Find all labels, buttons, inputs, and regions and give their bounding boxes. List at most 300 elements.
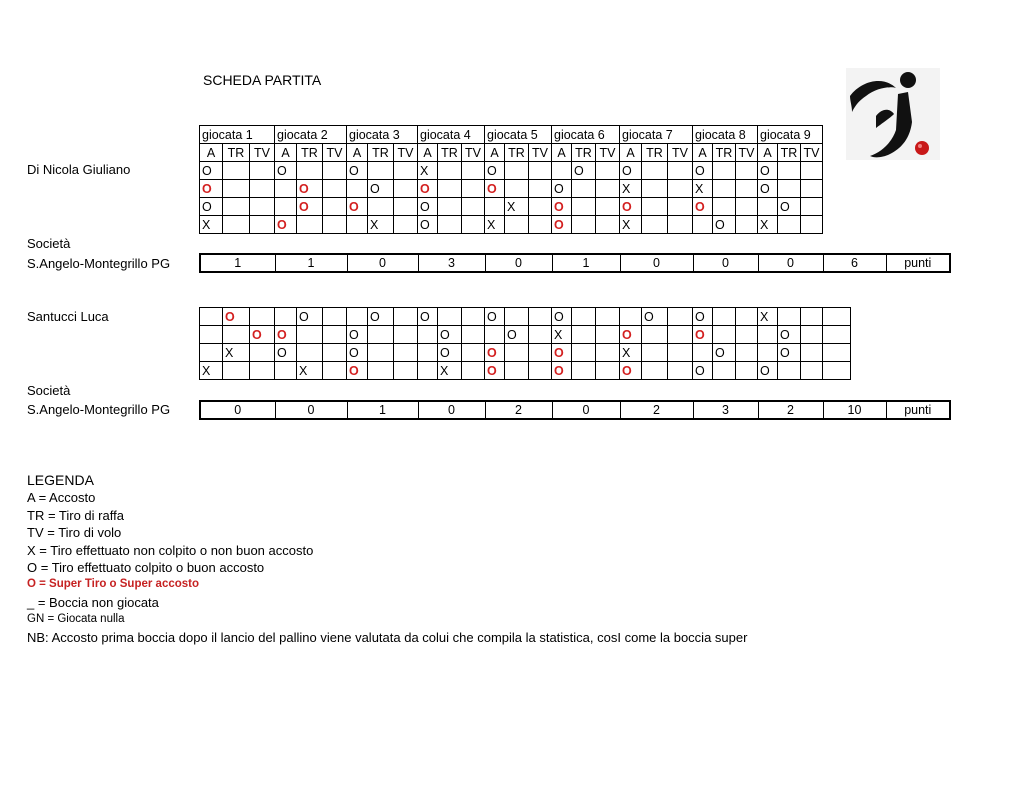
shot-cell (223, 362, 250, 380)
shot-cell (323, 362, 347, 380)
shot-type-header: TV (801, 144, 823, 162)
shot-cell (736, 180, 758, 198)
legend-x: X = Tiro effettuato non colpito o non buon accosto (27, 542, 314, 558)
shot-cell (596, 362, 620, 380)
shot-type-header: TV (462, 144, 485, 162)
shot-cell (713, 162, 736, 180)
shot-cell (801, 308, 823, 326)
shot-cell (462, 362, 485, 380)
shot-cell: X (223, 344, 250, 362)
shot-cell (778, 216, 801, 234)
giocata-points: 1 (275, 254, 347, 272)
shot-type-header: A (620, 144, 642, 162)
shot-cell (642, 344, 668, 362)
shot-cell: O (368, 180, 394, 198)
shot-cell (642, 216, 668, 234)
player-1-name: Di Nicola Giuliano (27, 162, 131, 177)
shot-cell (368, 162, 394, 180)
shot-type-header: A (758, 144, 778, 162)
shot-cell (529, 326, 552, 344)
shot-cell (529, 162, 552, 180)
legend-tv: TV = Tiro di volo (27, 525, 122, 541)
shot-cell: X (418, 162, 438, 180)
shot-type-header: TR (572, 144, 596, 162)
shot-cell (642, 162, 668, 180)
shot-cell (736, 216, 758, 234)
shot-cell: X (200, 362, 223, 380)
giocata-points: 1 (200, 254, 275, 272)
shot-cell (620, 308, 642, 326)
shot-type-header: A (485, 144, 505, 162)
shot-cell: X (620, 180, 642, 198)
shot-cell (223, 216, 250, 234)
shot-cell: X (200, 216, 223, 234)
player-1-societa-label: Società (27, 236, 71, 251)
legend-blank: _ = Boccia non giocata (27, 594, 159, 610)
shot-cell (505, 162, 529, 180)
shot-cell: O (758, 362, 778, 380)
shot-cell (323, 198, 347, 216)
shot-cell (275, 180, 297, 198)
giocata-header: giocata 2 (275, 126, 347, 144)
player-1-societa: S.Angelo-Montegrillo PG (27, 256, 171, 271)
legend-tr: TR = Tiro di raffa (27, 507, 124, 523)
shot-cell: O (200, 198, 223, 216)
shot-cell: O (297, 308, 323, 326)
shot-type-header: TV (596, 144, 620, 162)
giocata-header: giocata 9 (758, 126, 823, 144)
legend-nb: NB: Accosto prima boccia dopo il lancio del pallino viene valutata da colui che compila la statistica, cosI come la boccia super (27, 629, 748, 645)
shot-cell (368, 362, 394, 380)
legend-a: A = Accosto (27, 490, 96, 506)
giocata-points: 0 (758, 254, 823, 272)
shot-cell: O (778, 344, 801, 362)
shot-cell (418, 344, 438, 362)
shot-cell (713, 326, 736, 344)
shot-cell (642, 180, 668, 198)
shot-cell: O (347, 344, 368, 362)
shot-cell (572, 180, 596, 198)
shot-cell (505, 362, 529, 380)
shot-cell (505, 180, 529, 198)
shot-cell (438, 198, 462, 216)
shot-cell (713, 308, 736, 326)
shot-cell (758, 198, 778, 216)
shot-cell: O (758, 180, 778, 198)
shot-cell: O (693, 362, 713, 380)
giocata-points: 2 (620, 401, 693, 419)
player-1-points-row (199, 253, 951, 273)
shot-cell (778, 162, 801, 180)
giocata-header: giocata 8 (693, 126, 758, 144)
shot-cell (394, 198, 418, 216)
shot-cell (713, 180, 736, 198)
shot-cell: O (418, 216, 438, 234)
shot-type-header: TV (323, 144, 347, 162)
shot-cell (323, 344, 347, 362)
shot-cell (200, 344, 223, 362)
shot-cell (529, 308, 552, 326)
shot-cell: O (642, 308, 668, 326)
shot-cell (642, 362, 668, 380)
shot-cell (462, 326, 485, 344)
shot-cell: O (347, 162, 368, 180)
shot-cell-extra (823, 362, 851, 380)
shot-cell: O (485, 162, 505, 180)
shot-cell (736, 308, 758, 326)
shot-cell (505, 344, 529, 362)
shot-cell (505, 308, 529, 326)
shot-cell (200, 308, 223, 326)
shot-cell: O (485, 362, 505, 380)
shot-cell (223, 162, 250, 180)
shot-cell (347, 180, 368, 198)
shot-cell: O (620, 362, 642, 380)
shot-type-header: A (200, 144, 223, 162)
shot-cell (323, 180, 347, 198)
shot-cell: O (693, 198, 713, 216)
shot-cell: X (758, 216, 778, 234)
shot-cell: X (693, 180, 713, 198)
shot-cell (223, 198, 250, 216)
shot-cell (668, 344, 693, 362)
shot-cell (596, 308, 620, 326)
page-title: SCHEDA PARTITA (203, 72, 322, 88)
shot-cell: O (552, 180, 572, 198)
shot-cell (250, 162, 275, 180)
giocata-points: 3 (693, 401, 758, 419)
shot-cell (668, 326, 693, 344)
shot-cell (275, 362, 297, 380)
shot-cell: O (713, 344, 736, 362)
shot-cell (572, 216, 596, 234)
shot-cell (758, 344, 778, 362)
shot-type-header: A (693, 144, 713, 162)
shot-cell: O (693, 308, 713, 326)
shot-cell (394, 308, 418, 326)
giocata-points: 0 (552, 401, 620, 419)
shot-cell (462, 344, 485, 362)
shot-cell: O (778, 198, 801, 216)
shot-cell: X (368, 216, 394, 234)
shot-cell: O (297, 198, 323, 216)
shot-cell-extra (823, 308, 851, 326)
shot-cell: O (552, 308, 572, 326)
shot-cell (394, 216, 418, 234)
shot-cell (596, 162, 620, 180)
giocata-points: 0 (200, 401, 275, 419)
shot-cell (596, 198, 620, 216)
shot-cell (250, 180, 275, 198)
giocata-points: 0 (418, 401, 485, 419)
player-2-points-row (199, 400, 951, 420)
shot-type-header: A (552, 144, 572, 162)
shot-cell (275, 198, 297, 216)
shot-type-header: TV (668, 144, 693, 162)
player-2-societa-label: Società (27, 383, 71, 398)
shot-type-header: TR (438, 144, 462, 162)
shot-cell (572, 308, 596, 326)
shot-cell: O (347, 198, 368, 216)
shot-cell (485, 326, 505, 344)
shot-cell (713, 362, 736, 380)
total-points: 10 (823, 401, 886, 419)
shot-cell (693, 344, 713, 362)
shot-cell (418, 326, 438, 344)
shot-cell (418, 362, 438, 380)
shot-cell (347, 216, 368, 234)
shot-cell: O (552, 198, 572, 216)
giocata-points: 0 (620, 254, 693, 272)
giocata-header: giocata 1 (200, 126, 275, 144)
shot-cell (668, 362, 693, 380)
shot-type-header: TV (736, 144, 758, 162)
giocata-header: giocata 6 (552, 126, 620, 144)
shot-cell: X (505, 198, 529, 216)
giocata-points: 1 (552, 254, 620, 272)
shot-cell (529, 180, 552, 198)
shot-cell (250, 198, 275, 216)
shot-cell: O (620, 162, 642, 180)
shot-cell: O (438, 344, 462, 362)
shot-cell-extra (823, 326, 851, 344)
shot-cell: O (713, 216, 736, 234)
shot-cell (572, 326, 596, 344)
shot-cell: X (485, 216, 505, 234)
shot-cell (778, 362, 801, 380)
shot-cell: O (693, 326, 713, 344)
shot-cell: O (552, 344, 572, 362)
shot-cell: X (620, 216, 642, 234)
shot-cell (438, 216, 462, 234)
giocata-header: giocata 3 (347, 126, 418, 144)
giocata-points: 2 (485, 401, 552, 419)
shot-cell (368, 344, 394, 362)
shot-cell (200, 326, 223, 344)
shot-cell (529, 198, 552, 216)
shot-cell (505, 216, 529, 234)
shot-cell (323, 216, 347, 234)
legend (27, 472, 747, 646)
shot-cell (552, 162, 572, 180)
shot-cell: O (418, 308, 438, 326)
shot-cell: O (693, 162, 713, 180)
shot-cell: O (620, 198, 642, 216)
legend-gn: GN = Giocata nulla (27, 613, 125, 626)
shot-cell (736, 198, 758, 216)
player-2-score-grid (199, 307, 851, 380)
shot-cell (250, 308, 275, 326)
shot-type-header: TV (529, 144, 552, 162)
player-2-societa: S.Angelo-Montegrillo PG (27, 402, 171, 417)
shot-cell (394, 362, 418, 380)
legend-o: O = Tiro effettuato colpito o buon accosto (27, 560, 265, 576)
legend-title: LEGENDA (27, 472, 94, 488)
legend-super: O = Super Tiro o Super accosto (27, 578, 200, 591)
shot-cell: X (620, 344, 642, 362)
giocata-header: giocata 4 (418, 126, 485, 144)
shot-cell (394, 326, 418, 344)
shot-cell: O (552, 216, 572, 234)
shot-cell: O (275, 216, 297, 234)
shot-cell (801, 216, 823, 234)
giocata-header: giocata 7 (620, 126, 693, 144)
shot-cell (693, 216, 713, 234)
shot-cell: O (438, 326, 462, 344)
shot-cell (668, 162, 693, 180)
shot-cell (368, 198, 394, 216)
shot-cell: O (418, 198, 438, 216)
shot-cell (596, 180, 620, 198)
giocata-points: 0 (275, 401, 347, 419)
shot-cell (394, 180, 418, 198)
shot-cell (758, 326, 778, 344)
shot-type-header: TV (394, 144, 418, 162)
shot-cell (713, 198, 736, 216)
giocata-points: 3 (418, 254, 485, 272)
shot-cell (275, 308, 297, 326)
shot-cell: O (572, 162, 596, 180)
shot-cell (462, 308, 485, 326)
shot-type-header: A (418, 144, 438, 162)
player-2-name: Santucci Luca (27, 309, 109, 324)
shot-type-header: TR (368, 144, 394, 162)
shot-cell (596, 344, 620, 362)
shot-type-header: A (275, 144, 297, 162)
shot-cell: O (505, 326, 529, 344)
shot-cell: O (250, 326, 275, 344)
shot-cell (572, 344, 596, 362)
shot-cell (778, 180, 801, 198)
shot-cell (462, 180, 485, 198)
giocata-points: 1 (347, 401, 418, 419)
shot-type-header: TR (642, 144, 668, 162)
giocata-points: 0 (693, 254, 758, 272)
shot-cell (223, 180, 250, 198)
shot-cell (297, 162, 323, 180)
shot-cell (529, 344, 552, 362)
shot-cell (668, 216, 693, 234)
shot-cell (642, 198, 668, 216)
shot-cell (297, 344, 323, 362)
punti-label: punti (886, 254, 950, 272)
shot-type-header: TR (713, 144, 736, 162)
shot-cell: O (200, 180, 223, 198)
shot-cell: O (297, 180, 323, 198)
shot-cell (347, 308, 368, 326)
shot-cell (596, 326, 620, 344)
shot-cell (462, 162, 485, 180)
shot-cell-extra (823, 344, 851, 362)
shot-cell (801, 344, 823, 362)
shot-cell: O (485, 180, 505, 198)
shot-cell (596, 216, 620, 234)
giocata-points: 0 (347, 254, 418, 272)
shot-type-header: A (347, 144, 368, 162)
shot-cell: X (552, 326, 572, 344)
shot-cell (438, 162, 462, 180)
shot-cell (462, 216, 485, 234)
shot-cell: O (347, 362, 368, 380)
shot-cell (250, 362, 275, 380)
shot-cell (736, 344, 758, 362)
shot-cell (323, 326, 347, 344)
shot-cell (801, 326, 823, 344)
shot-cell (736, 362, 758, 380)
punti-label: punti (886, 401, 950, 419)
shot-cell (462, 198, 485, 216)
shot-cell (250, 344, 275, 362)
shot-cell: O (620, 326, 642, 344)
shot-cell (223, 326, 250, 344)
shot-cell: O (552, 362, 572, 380)
shot-cell (642, 326, 668, 344)
giocata-header: giocata 5 (485, 126, 552, 144)
shot-cell: X (297, 362, 323, 380)
shot-cell (529, 216, 552, 234)
shot-cell: O (485, 308, 505, 326)
shot-cell (572, 362, 596, 380)
shot-cell (438, 180, 462, 198)
shot-cell (323, 162, 347, 180)
total-points: 6 (823, 254, 886, 272)
shot-cell (778, 308, 801, 326)
shot-cell (323, 308, 347, 326)
shot-cell (668, 198, 693, 216)
shot-cell (801, 180, 823, 198)
shot-cell: O (275, 344, 297, 362)
shot-cell (394, 344, 418, 362)
shot-cell (394, 162, 418, 180)
shot-type-header: TV (250, 144, 275, 162)
shot-cell (668, 180, 693, 198)
shot-cell (736, 326, 758, 344)
shot-cell (801, 362, 823, 380)
shot-cell: O (275, 162, 297, 180)
shot-type-header: TR (297, 144, 323, 162)
bocce-player-icon (846, 68, 940, 160)
shot-cell: O (758, 162, 778, 180)
player-1-score-grid (199, 125, 851, 234)
shot-cell (485, 198, 505, 216)
shot-cell (529, 362, 552, 380)
shot-cell (668, 308, 693, 326)
giocata-points: 2 (758, 401, 823, 419)
shot-cell (736, 162, 758, 180)
shot-cell: O (485, 344, 505, 362)
shot-cell: O (778, 326, 801, 344)
shot-type-header: TR (223, 144, 250, 162)
shot-cell: O (368, 308, 394, 326)
shot-type-header: TR (778, 144, 801, 162)
shot-type-header: TR (505, 144, 529, 162)
shot-cell (572, 198, 596, 216)
shot-cell (297, 216, 323, 234)
bocce-logo (846, 68, 940, 160)
shot-cell: O (347, 326, 368, 344)
shot-cell (250, 216, 275, 234)
shot-cell: O (200, 162, 223, 180)
shot-cell (801, 162, 823, 180)
shot-cell: X (438, 362, 462, 380)
shot-cell: O (223, 308, 250, 326)
shot-cell: O (418, 180, 438, 198)
shot-cell: X (758, 308, 778, 326)
giocata-points: 0 (485, 254, 552, 272)
shot-cell (801, 198, 823, 216)
shot-cell (297, 326, 323, 344)
shot-cell (368, 326, 394, 344)
